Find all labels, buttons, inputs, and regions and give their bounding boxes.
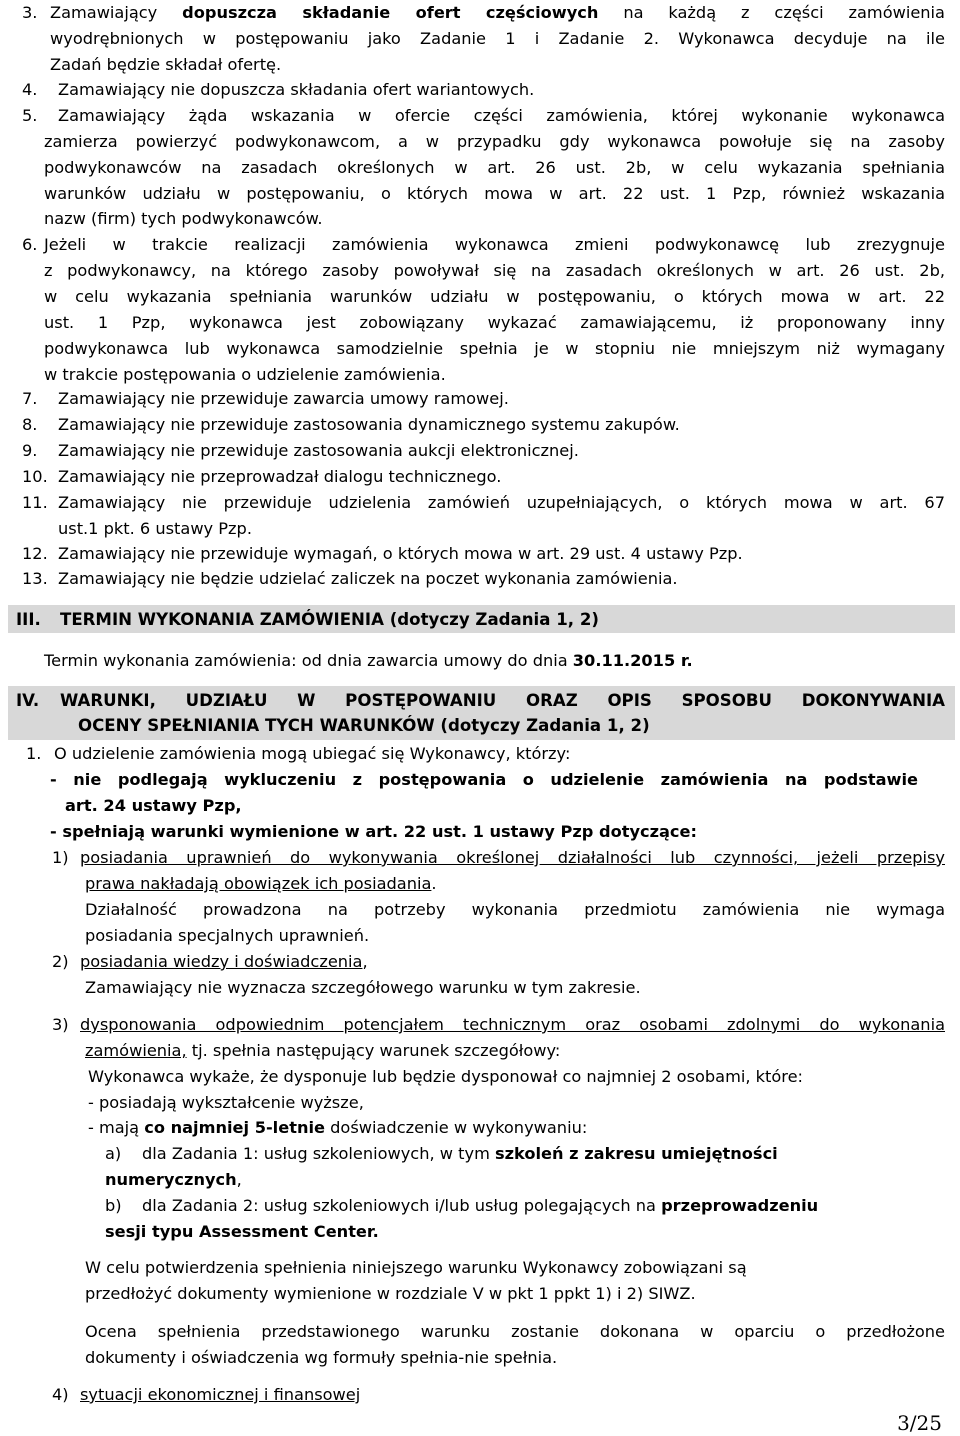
paragraph-line: W celu potwierdzenia spełnienia niniejszego warunku Wykonawcy zobowiązani są: [85, 1258, 747, 1277]
paragraph-line: dla Zadania 2: usług szkoleniowych i/lub usług polegających na przeprowadzeniu: [142, 1196, 819, 1215]
paragraph-line: warunków udziału w postępowaniu, o których mowa w art. 22 ust. 1 Pzp, również wskazania: [44, 184, 945, 203]
condition-line: - spełniają warunki wymienione w art. 22 ust. 1 ustawy Pzp dotyczące:: [50, 822, 697, 841]
condition-line: - nie podlegają wykluczeniu z postępowania o udzielenie zamówienia na podstawie: [50, 770, 918, 789]
section-title: OCENY SPEŁNIANIA TYCH WARUNKÓW (dotyczy Zadania 1, 2): [78, 716, 650, 735]
item-number: 8.: [22, 415, 38, 434]
paragraph-line: - posiadają wykształcenie wyższe,: [88, 1093, 364, 1112]
paragraph-line: wyodrębnionych w postępowaniu jako Zadanie 1 i Zadanie 2. Wykonawca decyduje na ile: [50, 29, 945, 48]
subitem-title: dysponowania odpowiednim potencjałem technicznym oraz osobami zdolnymi do wykonania: [80, 1015, 945, 1034]
subitem-number: 1): [52, 848, 69, 867]
section-number: IV.: [16, 691, 40, 710]
paragraph-line: Zamawiający nie będzie udzielać zaliczek na poczet wykonania zamówienia.: [58, 569, 678, 588]
list-label: a): [105, 1144, 122, 1163]
paragraph-line: w trakcie postępowania o udzielenie zamówienia.: [44, 365, 446, 384]
subitem-number: 2): [52, 952, 69, 971]
item-number: 6.: [22, 235, 38, 254]
item-number: 7.: [22, 389, 38, 408]
paragraph-line: Zamawiający nie przewiduje zastosowania aukcji elektronicznej.: [58, 441, 579, 460]
paragraph-line: podwykonawca lub wykonawca samodzielnie spełnia je w stopniu nie mniejszym niż wymagany: [44, 339, 945, 358]
paragraph-line: ust.1 pkt. 6 ustawy Pzp.: [58, 519, 252, 538]
paragraph-line: Zamawiający nie przewiduje zawarcia umowy ramowej.: [58, 389, 509, 408]
paragraph-line: Zamawiający żąda wskazania w ofercie części zamówienia, której wykonanie wykonawca: [58, 106, 945, 125]
paragraph-line: nazw (firm) tych podwykonawców.: [44, 209, 323, 228]
item-number: 13.: [22, 569, 48, 588]
subitem-title: sytuacji ekonomicznej i finansowej: [80, 1385, 361, 1404]
paragraph-line: numerycznych,: [105, 1170, 242, 1189]
paragraph-line: zamierza powierzyć podwykonawcom, a w przypadku gdy wykonawca powołuje się na zasoby: [44, 132, 945, 151]
paragraph-line: dokumenty i oświadczenia wg formuły spełnia-nie spełnia.: [85, 1348, 558, 1367]
paragraph-line: Ocena spełnienia przedstawionego warunku zostanie dokonana w oparciu o przedłożone: [85, 1322, 945, 1341]
paragraph-line: z podwykonawcy, na którego zasoby powoływał się na zasadach określonych w art. 26 ust. 2b,: [44, 261, 945, 280]
paragraph-line: Termin wykonania zamówienia: od dnia zawarcia umowy do dnia 30.11.2015 r.: [44, 651, 693, 670]
paragraph-line: O udzielenie zamówienia mogą ubiegać się Wykonawcy, którzy:: [54, 744, 571, 763]
paragraph-line: Zamawiający nie wyznacza szczegółowego warunku w tym zakresie.: [85, 978, 641, 997]
item-number: 4.: [22, 80, 38, 99]
paragraph-line: ust. 1 Pzp, wykonawca jest zobowiązany wykazać zamawiającemu, iż proponowany inny: [44, 313, 945, 332]
subitem-number: 3): [52, 1015, 69, 1034]
paragraph-line: Zamawiający nie przeprowadzał dialogu technicznego.: [58, 467, 502, 486]
subitem-number: 4): [52, 1385, 69, 1404]
subitem-title: prawa nakładają obowiązek ich posiadania.: [85, 874, 437, 893]
subitem-title: posiadania uprawnień do wykonywania określonej działalności lub czynności, jeżeli przepisy: [80, 848, 945, 867]
subitem-title: zamówienia, tj. spełnia następujący warunek szczegółowy:: [85, 1041, 561, 1060]
paragraph-line: podwykonawców na zasadach określonych w art. 26 ust. 2b, w celu wykazania spełniania: [44, 158, 945, 177]
subitem-title: posiadania wiedzy i doświadczenia,: [80, 952, 368, 971]
paragraph-line: posiadania specjalnych uprawnień.: [85, 926, 370, 945]
paragraph-line: Zamawiający dopuszcza składanie ofert częściowych na każdą z części zamówienia: [50, 3, 945, 22]
item-number: 3.: [22, 3, 38, 22]
section-number: III.: [16, 610, 41, 629]
paragraph-line: w celu wykazania spełniania warunków udziału w postępowaniu, o których mowa w art. 22: [44, 287, 945, 306]
paragraph-line: Zamawiający nie dopuszcza składania ofert wariantowych.: [58, 80, 535, 99]
item-number: 9.: [22, 441, 38, 460]
paragraph-line: - mają co najmniej 5-letnie doświadczenie w wykonywaniu:: [88, 1118, 588, 1137]
page-number: 3/25: [897, 1411, 942, 1435]
paragraph-line: Zamawiający nie przewiduje wymagań, o których mowa w art. 29 ust. 4 ustawy Pzp.: [58, 544, 743, 563]
condition-line: art. 24 ustawy Pzp,: [65, 796, 242, 815]
paragraph-line: Zamawiający nie przewiduje zastosowania dynamicznego systemu zakupów.: [58, 415, 680, 434]
section-title: TERMIN WYKONANIA ZAMÓWIENIA (dotyczy Zadania 1, 2): [60, 610, 599, 629]
item-number: 10.: [22, 467, 48, 486]
item-number: 11.: [22, 493, 48, 512]
paragraph-line: dla Zadania 1: usług szkoleniowych, w tym szkoleń z zakresu umiejętności: [142, 1144, 778, 1163]
section-title: WARUNKI, UDZIAŁU W POSTĘPOWANIU ORAZ OPIS SPOSOBU DOKONYWANIA: [60, 691, 945, 710]
paragraph-line: przedłożyć dokumenty wymienione w rozdziale V w pkt 1 ppkt 1) i 2) SIWZ.: [85, 1284, 696, 1303]
paragraph-line: Działalność prowadzona na potrzeby wykonania przedmiotu zamówienia nie wymaga: [85, 900, 945, 919]
paragraph-line: Zadań będzie składał ofertę.: [50, 55, 282, 74]
paragraph-line: Wykonawca wykaże, że dysponuje lub będzie dysponował co najmniej 2 osobami, które:: [88, 1067, 803, 1086]
paragraph-line: Jeżeli w trakcie realizacji zamówienia wykonawca zmieni podwykonawcę lub zrezygnuje: [44, 235, 945, 254]
paragraph-line: Zamawiający nie przewiduje udzielenia zamówień uzupełniających, o których mowa w art. 67: [58, 493, 945, 512]
item-number: 12.: [22, 544, 48, 563]
paragraph-line: sesji typu Assessment Center.: [105, 1222, 379, 1241]
item-number: 1.: [26, 744, 42, 763]
item-number: 5.: [22, 106, 38, 125]
list-label: b): [105, 1196, 122, 1215]
